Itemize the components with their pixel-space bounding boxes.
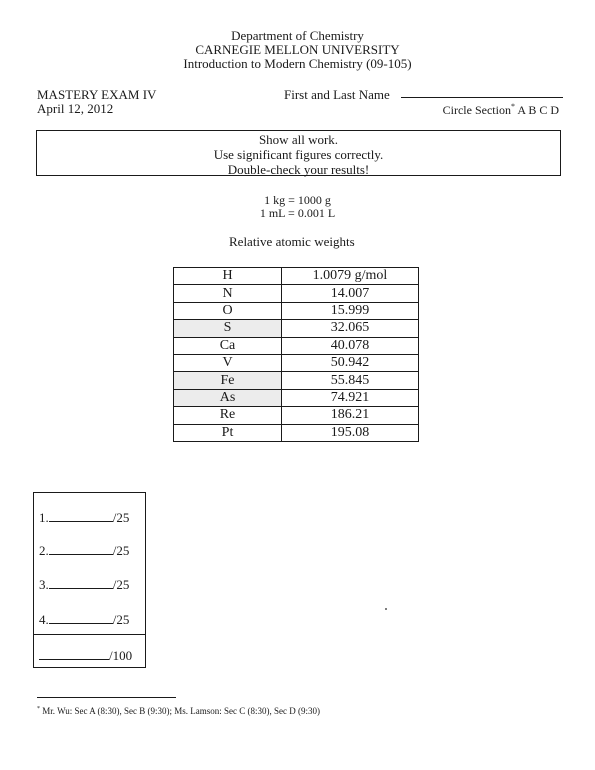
name-field-line[interactable] [401, 97, 563, 98]
stray-mark [385, 608, 387, 610]
score-blank[interactable] [49, 613, 113, 624]
atomic-weight: 195.08 [282, 424, 419, 441]
table-row [174, 389, 419, 406]
element-symbol: N [174, 285, 282, 302]
question-number: 1. [39, 510, 49, 525]
atomic-weight: 40.078 [282, 337, 419, 354]
score-row [39, 510, 129, 526]
score-box [33, 492, 146, 668]
table-row [174, 285, 419, 302]
table-row [174, 372, 419, 389]
department-name: Department of Chemistry [231, 28, 364, 43]
conversion-line: 1 kg = 1000 g [264, 193, 331, 207]
footnote [37, 706, 320, 716]
atomic-weight: 50.942 [282, 354, 419, 371]
score-row [39, 577, 129, 593]
score-blank[interactable] [49, 578, 113, 589]
atomic-weight: 1.0079 g/mol [282, 268, 419, 285]
element-symbol: Pt [174, 424, 282, 441]
atomic-weight: 14.007 [282, 285, 419, 302]
conversion-line: 1 mL = 0.001 L [259, 206, 336, 220]
table-row [174, 320, 419, 337]
exam-date: April 12, 2012 [37, 101, 114, 116]
section-selector [443, 102, 559, 118]
question-number: 4. [39, 612, 49, 627]
score-max: /25 [112, 543, 130, 558]
total-score-blank[interactable] [39, 649, 109, 660]
instruction-line: Use significant figures correctly. [213, 147, 384, 162]
footnote-text: Mr. Wu: Sec A (8:30), Sec B (9:30); Ms. Lamson: Sec C (8:30), Sec D (9:30) [42, 706, 320, 716]
footnote-rule [37, 697, 176, 698]
university-name: CARNEGIE MELLON UNIVERSITY [195, 42, 400, 57]
element-symbol: Ca [174, 337, 282, 354]
element-symbol: V [174, 354, 282, 371]
instruction-line: Double-check your results! [227, 162, 370, 177]
section-footnote-marker: * [510, 102, 515, 111]
element-symbol: O [174, 302, 282, 319]
score-max: /25 [112, 612, 130, 627]
exam-title: MASTERY EXAM IV [37, 87, 157, 102]
question-number: 2. [39, 543, 49, 558]
course-title: Introduction to Modern Chemistry (09-105) [183, 56, 412, 71]
element-symbol: H [174, 268, 282, 285]
total-score-row [39, 648, 132, 664]
total-score-max: /100 [109, 648, 133, 663]
element-symbol: Fe [174, 372, 282, 389]
instruction-line: Show all work. [258, 132, 339, 147]
atomic-weight: 32.065 [282, 320, 419, 337]
element-symbol: Re [174, 407, 282, 424]
atomic-weight: 15.999 [282, 302, 419, 319]
score-row [39, 612, 129, 628]
table-row [174, 354, 419, 371]
score-blank[interactable] [49, 511, 113, 522]
atomic-weight: 186.21 [282, 407, 419, 424]
footnote-marker: * [37, 706, 40, 712]
atomic-weight: 74.921 [282, 389, 419, 406]
score-max: /25 [112, 577, 130, 592]
atomic-weight: 55.845 [282, 372, 419, 389]
element-symbol: As [174, 389, 282, 406]
score-max: /25 [112, 510, 130, 525]
question-number: 3. [39, 577, 49, 592]
table-row [174, 302, 419, 319]
instructions-box [36, 130, 561, 176]
atomic-weights-table [173, 267, 419, 442]
table-row [174, 407, 419, 424]
score-divider [34, 634, 145, 635]
section-label: Circle Section [442, 103, 511, 117]
section-options[interactable]: A B C D [517, 103, 559, 117]
table-row [174, 268, 419, 285]
score-row [39, 543, 129, 559]
atomic-weights-title: Relative atomic weights [229, 234, 355, 249]
table-row [174, 424, 419, 441]
element-symbol: S [174, 320, 282, 337]
score-blank[interactable] [49, 544, 113, 555]
table-row [174, 337, 419, 354]
name-field-label: First and Last Name [284, 87, 390, 102]
